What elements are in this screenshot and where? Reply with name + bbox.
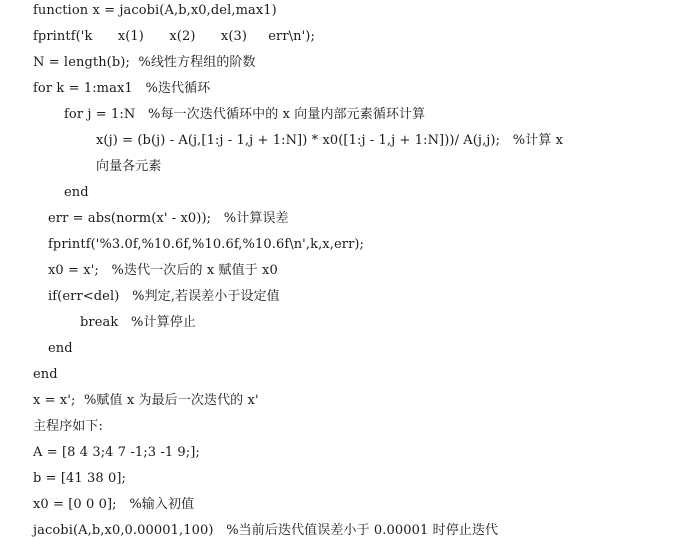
code-line: x0 = x'; %迭代一次后的 x 赋值于 x0 <box>48 263 278 278</box>
code-line: for k = 1:max1 %迭代循环 <box>33 81 211 96</box>
code-line: x0 = [0 0 0]; %输入初值 <box>33 497 195 512</box>
code-line: 主程序如下: <box>33 419 103 434</box>
code-line: function x = jacobi(A,b,x0,del,max1) <box>33 3 277 18</box>
code-line: N = length(b); %线性方程组的阶数 <box>33 55 256 70</box>
code-line: for j = 1:N %每一次迭代循环中的 x 向量内部元素循环计算 <box>64 107 426 122</box>
code-line: err = abs(norm(x' - x0)); %计算误差 <box>48 211 289 226</box>
code-line: break %计算停止 <box>80 315 196 330</box>
code-line: fprintf('%3.0f,%10.6f,%10.6f,%10.6f\n',k,x,err); <box>48 237 365 252</box>
code-line: 向量各元素 <box>96 159 162 174</box>
code-line: end <box>33 367 58 382</box>
code-line: b = [41 38 0]; <box>33 471 127 486</box>
code-line: end <box>48 341 73 356</box>
code-line: jacobi(A,b,x0,0.00001,100) %当前后迭代值误差小于 0.00001 时停止迭代 <box>33 523 499 538</box>
code-line: x(j) = (b(j) - A(j,[1:j - 1,j + 1:N]) * x0([1:j - 1,j + 1:N]))/ A(j,j); %计算 x <box>96 133 564 148</box>
code-line: fprintf('k x(1) x(2) x(3) err\n'); <box>33 29 315 44</box>
code-line: if(err<del) %判定,若误差小于设定值 <box>48 289 280 304</box>
code-line: x = x'; %赋值 x 为最后一次迭代的 x' <box>33 393 259 408</box>
code-line: end <box>64 185 89 200</box>
code-line: A = [8 4 3;4 7 -1;3 -1 9;]; <box>33 445 200 460</box>
